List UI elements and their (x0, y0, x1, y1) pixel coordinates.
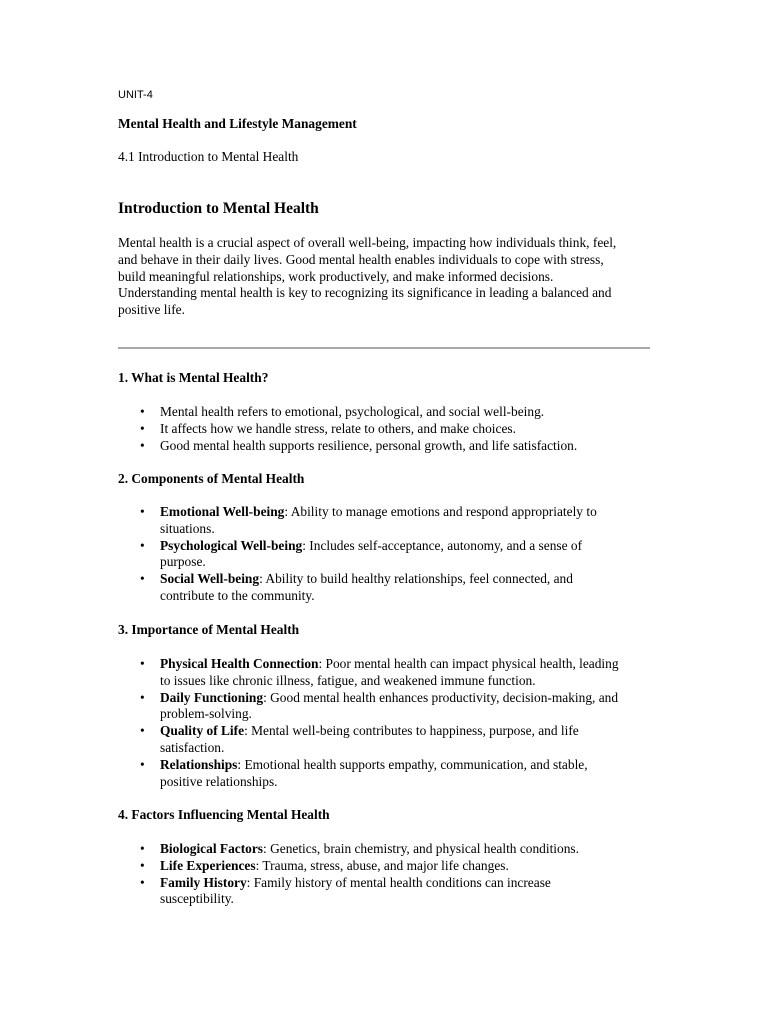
intro-line: Understanding mental health is key to recognizing its significance in leading a balanced and (118, 285, 612, 301)
section-heading: 2. Components of Mental Health (118, 471, 305, 486)
bullet-icon: • (140, 857, 145, 873)
list-item: • Relationships: Emotional health supports empathy, communication, and stable, positive relationships. (140, 756, 588, 789)
intro-paragraph (118, 235, 658, 319)
bullet-icon: • (140, 756, 145, 772)
bullet-icon: • (140, 841, 145, 856)
subsection-title: 4.1 Introduction to Mental Health (118, 149, 299, 164)
bullet-list (118, 504, 658, 605)
list-item: • Emotional Well-being: Ability to manage emotions and respond appropriately to situations. (140, 504, 597, 536)
list-item: • Social Well-being: Ability to build healthy relationships, feel connected, and contribute to the community. (140, 571, 573, 603)
intro-line: Mental health is a crucial aspect of overall well-being, impacting how individuals think, feel, (118, 235, 617, 250)
bullet-list (118, 656, 658, 790)
list-item: • Good mental health supports resilience, personal growth, and life satisfaction. (140, 437, 578, 453)
list-item: • Family History: Family history of mental health conditions can increase susceptibility. (140, 874, 551, 907)
unit-label: UNIT-4 (118, 89, 153, 101)
list-item: • Physical Health Connection: Poor mental health can impact physical health, leading to issues like chronic illness, fatigue, and weakened immune function. (140, 656, 619, 688)
bullet-icon: • (140, 723, 145, 739)
bullet-icon: • (140, 437, 145, 453)
list-item: • Life Experiences: Trauma, stress, abuse, and major life changes. (140, 857, 509, 873)
bullet-icon: • (140, 689, 145, 705)
bullet-list (118, 404, 658, 454)
intro-line: build meaningful relationships, work productively, and make informed decisions. (118, 268, 554, 284)
intro-line: positive life. (118, 302, 185, 318)
list-item: • Biological Factors: Genetics, brain chemistry, and physical health conditions. (140, 841, 579, 856)
section-heading: 3. Importance of Mental Health (118, 622, 300, 637)
list-item: • It affects how we handle stress, relate to others, and make choices. (140, 420, 516, 436)
course-title: Mental Health and Lifestyle Management (118, 116, 357, 131)
section-heading: 4. Factors Influencing Mental Health (118, 807, 330, 822)
list-item: • Mental health refers to emotional, psychological, and social well-being. (140, 404, 545, 419)
bullet-icon: • (140, 874, 145, 890)
bullet-icon: • (140, 571, 145, 587)
list-item: • Psychological Well-being: Includes self-acceptance, autonomy, and a sense of purpose. (140, 537, 583, 570)
bullet-icon: • (140, 656, 145, 671)
intro-line: and behave in their daily lives. Good mental health enables individuals to cope with stress, (118, 251, 604, 267)
intro-heading: Introduction to Mental Health (118, 200, 319, 217)
horizontal-divider (118, 347, 650, 349)
bullet-icon: • (140, 420, 145, 436)
bullet-icon: • (140, 537, 145, 553)
list-item: • Quality of Life: Mental well-being contributes to happiness, purpose, and life satisfaction. (140, 723, 579, 755)
bullet-icon: • (140, 504, 145, 519)
bullet-list (118, 841, 658, 908)
list-item: • Daily Functioning: Good mental health enhances productivity, decision-making, and problem-solving. (140, 689, 619, 722)
bullet-icon: • (140, 404, 145, 419)
section-heading: 1. What is Mental Health? (118, 370, 269, 385)
